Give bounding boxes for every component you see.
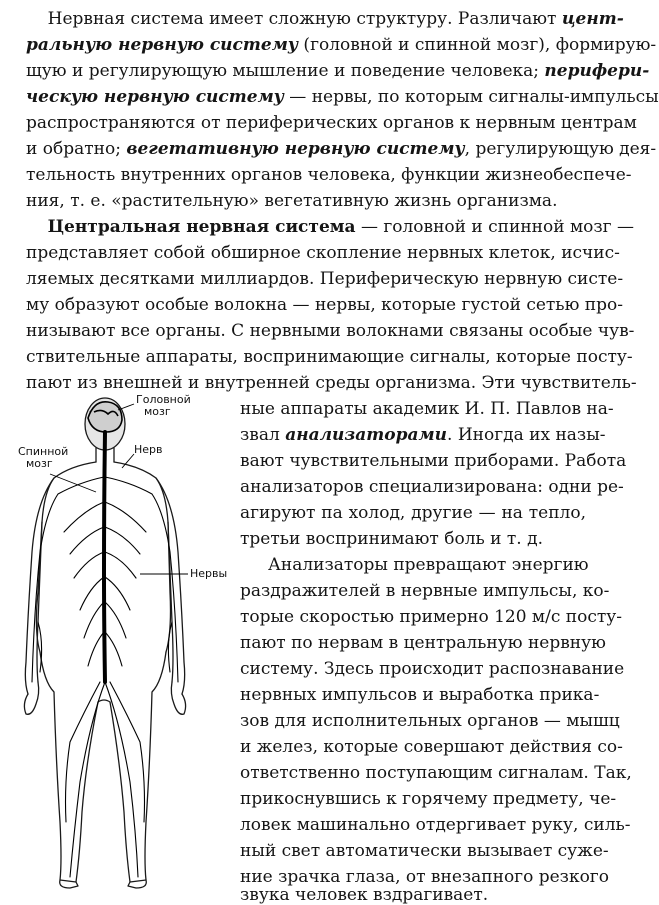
text: звал	[240, 425, 286, 445]
text-line	[26, 32, 657, 58]
label-nerve: Нерв	[134, 443, 163, 456]
text-line	[26, 214, 634, 240]
term-cns: ральную нервную систему	[26, 35, 299, 55]
text-line: нервных импульсов и выработка прика-	[240, 685, 600, 705]
nervous-system-figure	[10, 382, 235, 894]
text-line: представляет собой обширное скопление нервных клеток, исчис-	[26, 243, 620, 263]
text-line: анализаторов специализирована: одни ре-	[240, 477, 624, 497]
label-spinal-cord	[18, 446, 68, 470]
label-brain-line1: Головной	[136, 393, 191, 406]
text: и обратно;	[26, 139, 127, 159]
text: щую и регулирующую мышление и поведение человека;	[26, 61, 545, 81]
text-line: ответственно поступающим сигналам. Так,	[240, 763, 632, 783]
text: . Иногда их назы-	[447, 425, 606, 445]
term-pns: перифери-	[544, 61, 650, 81]
text-line: ные аппараты академик И. П. Павлов на-	[240, 399, 614, 419]
text-line: ния, т. е. «растительную» вегетативную жизнь организма.	[26, 191, 558, 211]
text-line: торые скоростью примерно 120 м/с посту-	[240, 607, 623, 627]
text-line	[240, 422, 606, 448]
text-line	[26, 6, 624, 32]
text-line	[26, 58, 650, 84]
text-line: систему. Здесь происходит распознавание	[240, 659, 625, 679]
text-line: вают чувствительными приборами. Работа	[240, 451, 627, 471]
text-line: тельность внутренних органов человека, функции жизнеобеспече-	[26, 165, 632, 185]
label-spinal-line1: Спинной	[18, 445, 69, 458]
text-line: звука человек вздрагивает.	[240, 885, 489, 905]
text: , регулирующую дея-	[464, 139, 657, 159]
text: Нервная система имеет сложную структуру. Различают	[47, 9, 562, 29]
text-line: Анализаторы превращают энергию	[268, 555, 589, 575]
text-line: пают из внешней и внутренней среды организма. Эти чувствитель-	[26, 373, 637, 393]
text-line: прикоснувшись к горячему предмету, че-	[240, 789, 617, 809]
text-line: му образуют особые волокна — нервы, которые густой сетью про-	[26, 295, 623, 315]
label-spinal-line2: мозг	[26, 457, 53, 470]
term-ans: вегетативную нервную систему	[126, 139, 465, 159]
text-line: ние зрачка глаза, от внезапного резкого	[240, 867, 609, 887]
term-analyzers: анализаторами	[285, 425, 448, 445]
text: — головной и спинной мозг —	[355, 217, 634, 237]
text-line: пают по нервам в центральную нервную	[240, 633, 606, 653]
label-brain	[136, 394, 191, 418]
label-brain-line2: мозг	[144, 405, 171, 418]
text-line: ствительные аппараты, воспринимающие сигналы, которые посту-	[26, 347, 633, 367]
text-line: распространяются от периферических органов к нервным центрам	[26, 113, 637, 133]
text-line: зов для исполнительных органов — мышц	[240, 711, 620, 731]
text-line: и желез, которые совершают действия со-	[240, 737, 623, 757]
text-line: третьи воспринимают боль и т. д.	[240, 529, 543, 549]
text: (головной и спинной мозг), формирую-	[298, 35, 657, 55]
label-nerves: Нервы	[190, 567, 228, 580]
text-line	[26, 84, 659, 110]
term-cns: цент-	[561, 9, 624, 29]
text-line: низывают все органы. С нервными волокнами связаны особые чув-	[26, 321, 635, 341]
term-pns: ческую нервную систему	[26, 87, 284, 107]
heading-term: Центральная нервная система	[47, 217, 356, 237]
text-line: раздражителей в нервные импульсы, ко-	[240, 581, 610, 601]
text-line: агируют па холод, другие — на тепло,	[240, 503, 586, 523]
text-line: ный свет автоматически вызывает суже-	[240, 841, 609, 861]
text: — нервы, по которым сигналы-импульсы	[283, 87, 659, 107]
text-line: ловек машинально отдергивает руку, силь-	[240, 815, 631, 835]
text-line	[26, 136, 657, 162]
text-line: ляемых десятками миллиардов. Периферическую нервную систе-	[26, 269, 624, 289]
